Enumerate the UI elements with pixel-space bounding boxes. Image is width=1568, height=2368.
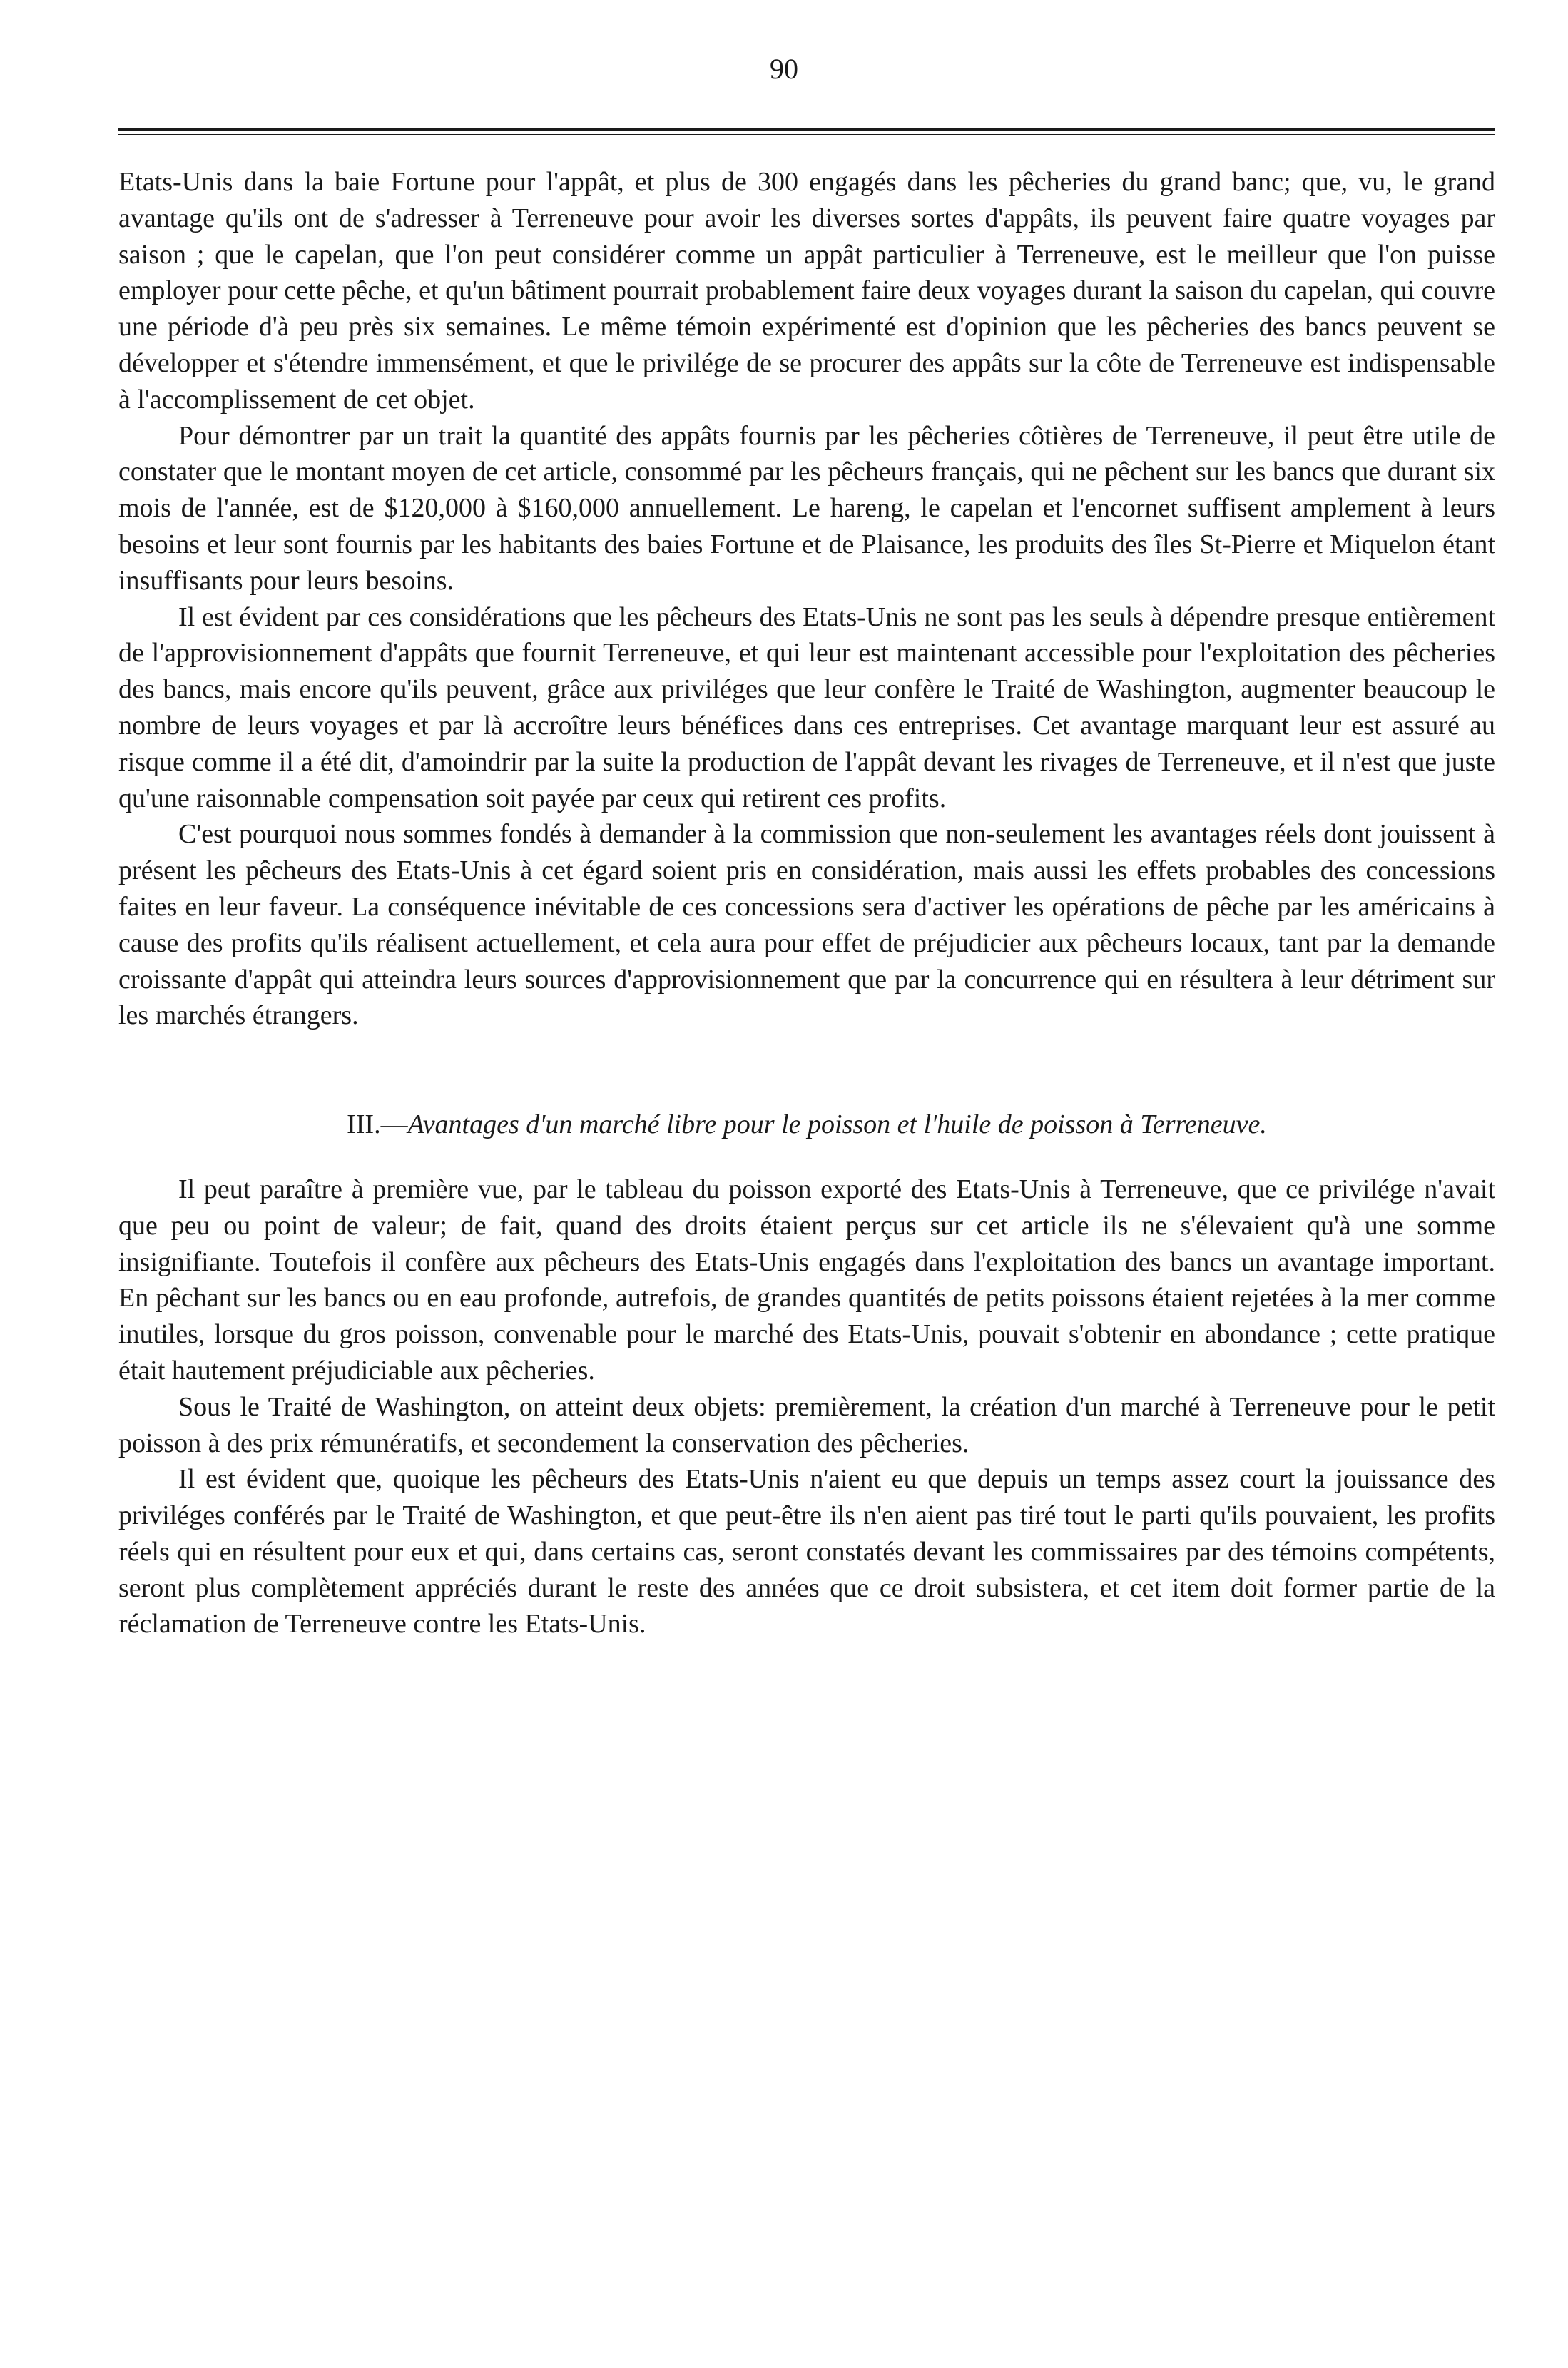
section-heading <box>118 1107 1495 1143</box>
paragraph: Il est évident que, quoique les pêcheurs des Etats-Unis n'aient eu que depuis un temps assez court la jouissance des priviléges conférés par le Traité de Washington, et que peut-être ils n'en aient pas tiré tout le parti qu'ils pouvaient, les profits réels qui en résultent pour eux et qui, dans certains cas, seront constatés devant les commissaires par des témoins compétents, seront plus complètement appréciés durant le reste des années que ce droit subsistera, et cet item doit former partie de la réclamation de Terreneuve contre les Etats-Unis. <box>118 1464 1495 1640</box>
body-text <box>118 164 1495 1642</box>
paragraph-continued: Etats-Unis dans la baie Fortune pour l'appât, et plus de 300 engagés dans les pêcheries du grand banc; que, vu, le grand avantage qu'ils ont de s'adresser à Terreneuve pour avoir les diverses sortes d'appâts, ils peuvent faire quatre voyages par saison ; que le capelan, que l'on peut considérer comme un appât particulier à Terreneuve, est le meilleur que l'on puisse employer pour cette pêche, et qu'un bâtiment pourrait probablement faire deux voyages durant la saison du capelan, qui couvre une période d'à peu près six semaines. Le même témoin expérimenté est d'opinion que les pêcheries des bancs peuvent se développer et s'étendre immensément, et que le privilége de se procurer des appâts sur la côte de Terreneuve est indispensable à l'accomplissement de cet objet. <box>118 167 1495 415</box>
header-rule-thin <box>118 134 1495 135</box>
paragraph: Il peut paraître à première vue, par le tableau du poisson exporté des Etats-Unis à Terreneuve, que ce privilége n'avait que peu ou point de valeur; de fait, quand des droits étaient perçus sur cet article ils ne s'élevaient qu'à une somme insignifiante. Toutefois il confère aux pêcheurs des Etats-Unis engagés dans l'exploitation des bancs un avantage important. En pêchant sur les bancs ou en eau profonde, autrefois, de grandes quantités de petits poissons étaient rejetées à la mer comme inutiles, lorsque du gros poisson, convenable pour le marché des Etats-Unis, pouvait s'obtenir en abondance ; cette pratique était hautement préjudiciable aux pêcheries. <box>118 1174 1495 1386</box>
section-title: Avantages d'un marché libre pour le poisson et l'huile de poisson à Terreneuve. <box>407 1109 1267 1140</box>
paragraph: Pour démontrer par un trait la quantité des appâts fournis par les pêcheries côtières de Terreneuve, il peut être utile de constater que le montant moyen de cet article, consommé par les pêcheurs français, qui ne pêchent sur les bancs que durant six mois de l'année, est de $120,000 à $160,000 annuellement. Le hareng, le capelan et l'encornet suffisent amplement à leurs besoins et leur sont fournis par les habitants des baies Fortune et de Plaisance, les produits des îles St-Pierre et Miquelon étant insuffisants pour leurs besoins. <box>118 420 1495 596</box>
paragraph: Sous le Traité de Washington, on atteint deux objets: premièrement, la création d'un marché à Terreneuve pour le petit poisson à des prix rémunératifs, et secondement la conservation des pêcheries. <box>118 1391 1495 1458</box>
header-rule <box>118 128 1495 131</box>
page-number: 90 <box>770 53 798 85</box>
section-number: III.— <box>347 1109 408 1140</box>
paragraph: C'est pourquoi nous sommes fondés à demander à la commission que non-seulement les avantages réels dont jouissent à présent les pêcheurs des Etats-Unis à cet égard soient pris en considération, mais aussi les effets probables des concessions faites en leur faveur. La conséquence inévitable de ces concessions sera d'activer les opérations de pêche par les américains à cause des profits qu'ils réalisent actuellement, et cela aura pour effet de préjudicier aux pêcheurs locaux, tant par la demande croissante d'appât qui atteindra leurs sources d'approvisionnement que par la concurrence qui en résultera à leur détriment sur les marchés étrangers. <box>118 819 1495 1031</box>
paragraph: Il est évident par ces considérations que les pêcheurs des Etats-Unis ne sont pas les seuls à dépendre presque entièrement de l'approvisionnement d'appâts que fournit Terreneuve, et qui leur est maintenant accessible pour l'exploitation des pêcheries des bancs, mais encore qu'ils peuvent, grâce aux priviléges que leur confère le Traité de Washington, augmenter beaucoup le nombre de leurs voyages et par là accroître leurs bénéfices dans ces entreprises. Cet avantage marquant leur est assuré au risque comme il a été dit, d'amoindrir par la suite la production de l'appât devant les rivages de Terreneuve, et il n'est que juste qu'une raisonnable compensation soit payée par ceux qui retirent ces profits. <box>118 601 1495 813</box>
